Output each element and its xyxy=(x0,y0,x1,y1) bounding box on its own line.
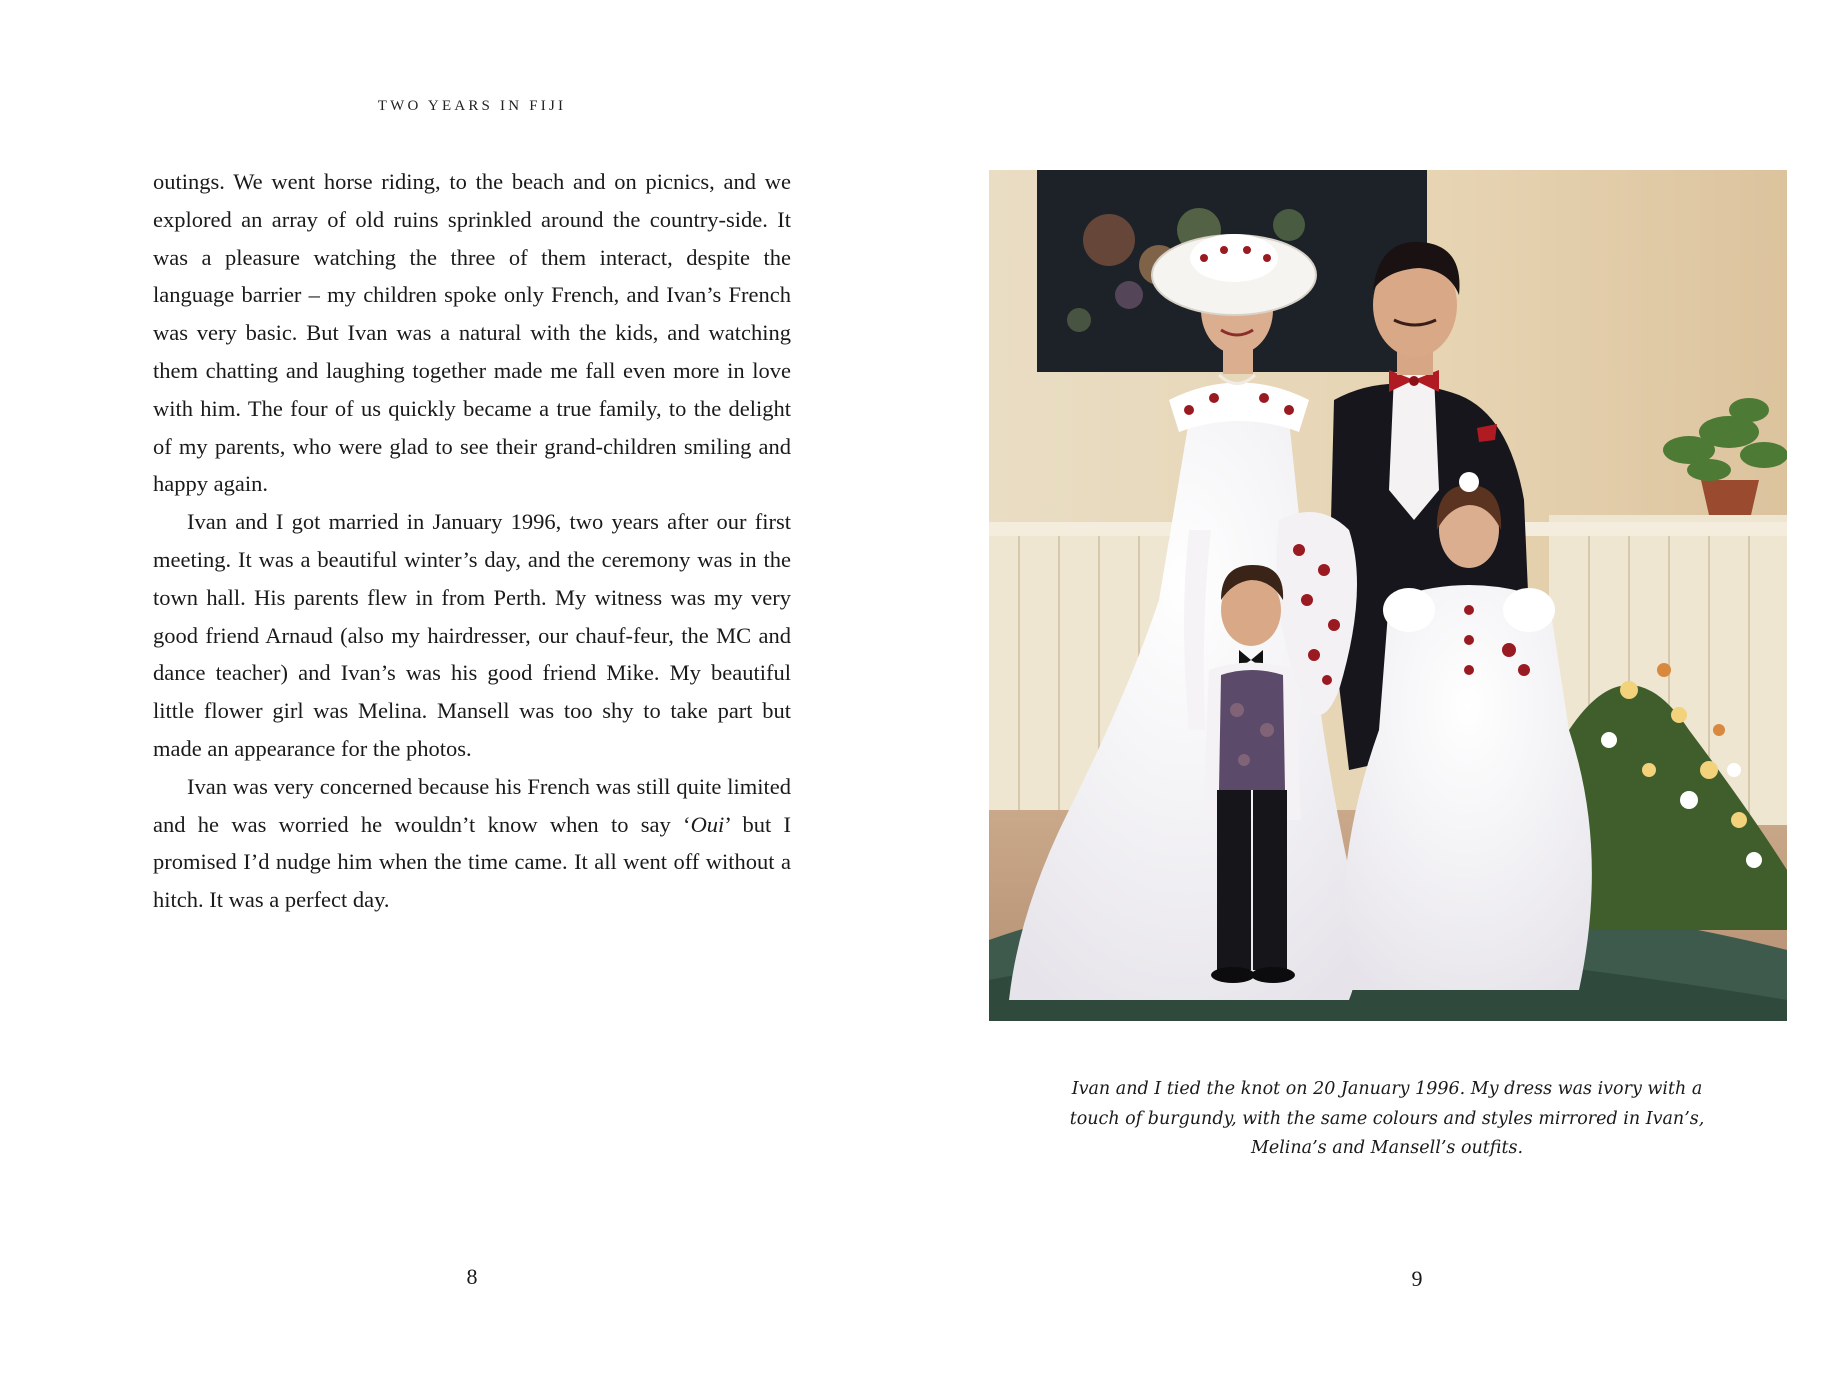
paragraph-2: Ivan and I got married in January 1996, two years after our first meeting. It was a beautiful winter’s day, and the ceremony was in the town hall. His parents flew in from Perth. My witness was my very good friend Arnaud (also my hairdresser, our chauf-feur, the MC and dance teacher) and Ivan’s was his good friend Mike. My beautiful little flower girl was Melina. Mansell was too shy to take part but made an appearance for the photos. xyxy=(153,509,791,761)
right-page xyxy=(921,0,1843,1382)
page-number-right: 9 xyxy=(1411,1266,1423,1291)
paragraph-3-end: ’ but I promised I’d nudge him when the time came. It all went off without a hitch. It was a perfect day. xyxy=(153,811,791,913)
left-page xyxy=(0,0,921,1382)
running-head: TWO YEARS IN FIJI xyxy=(377,98,567,114)
page-number-left: 8 xyxy=(466,1264,478,1289)
paragraph-3-start: Ivan was very concerned because his French was still quite limited and he was worried he wouldn’t know when to say ‘ xyxy=(153,773,791,837)
paragraph-1: outings. We went horse riding, to the beach and on picnics, and we explored an array of old ruins sprinkled around the country-side. It was a pleasure watching the three of them interact, despite the language barrier – my children spoke only French, and Ivan’s French was very basic. But Ivan was a natural with the kids, and watching them chatting and laughing together made me fall even more in love with him. The four of us quickly became a true family, to the delight of my parents, who were glad to see their grand-children smiling and happy again. xyxy=(153,169,791,497)
paragraph-3 xyxy=(153,768,791,919)
wedding-photo-illustration xyxy=(989,170,1787,1021)
photo-caption: Ivan and I tied the knot on 20 January 1996. My dress was ivory with a touch of burgundy, with the same colours and styles mirrored in Ivan’s, Melina’s and Mansell’s outfits. xyxy=(1069,1079,1705,1158)
paragraph-3-oui: Oui xyxy=(690,811,725,837)
wedding-photo xyxy=(989,170,1787,1021)
body-text xyxy=(153,163,791,919)
